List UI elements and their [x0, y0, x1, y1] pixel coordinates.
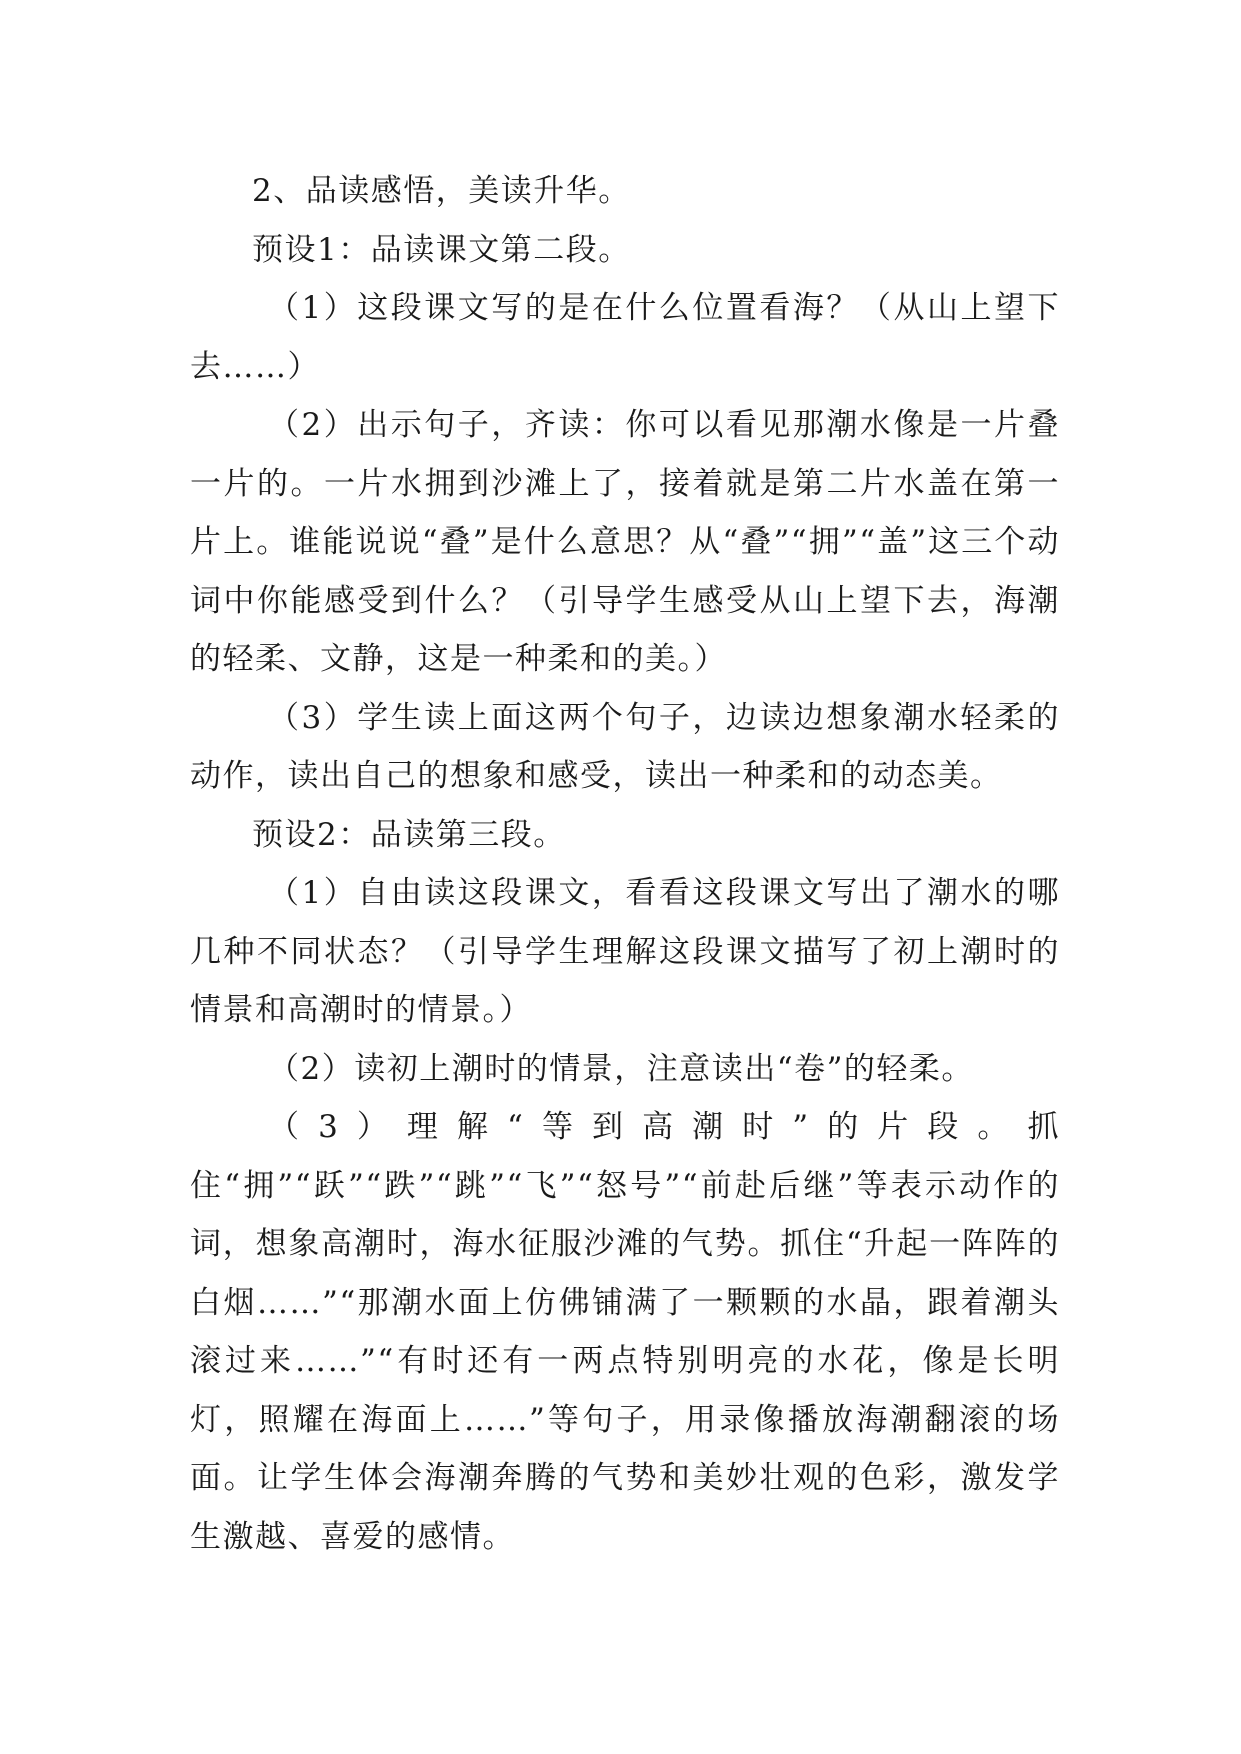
paragraph-preset-2: 预设2：品读第三段。	[252, 816, 566, 853]
document-body	[190, 162, 1060, 1566]
paragraph-item: （2）出示句子，齐读：你可以看见那潮水像是一片叠一片的。一片水拥到沙滩上了，接着就是第二片水盖在第一片上。谁能说说“叠”是什么意思？从“叠”“拥”“盖”这三个动词中你能感受到什么？（引导学生感受从山上望下去，海潮的轻柔、文静，这是一种柔和的美。）	[190, 407, 1060, 677]
paragraph-item: （2）读初上潮时的情景，注意读出“卷”的轻柔。	[268, 1050, 974, 1087]
paragraph-item: （1）这段课文写的是在什么位置看海？（从山上望下去……）	[190, 290, 1060, 385]
paragraph-item: （3）理解“等到高潮时”的片段。抓住“拥”“跃”“跌”“跳”“飞”“怒号”“前赴后继”等表示动作的词，想象高潮时，海水征服沙滩的气势。抓住“升起一阵阵的白烟……”“那潮水面上仿佛铺满了一颗颗的水晶，跟着潮头滚过来……”“有时还有一两点特别明亮的水花，像是长明灯，照耀在海面上……”等句子，用录像播放海潮翻滚的场面。让学生体会海潮奔腾的气势和美妙壮观的色彩，激发学生激越、喜爱的感情。	[190, 1109, 1060, 1555]
paragraph-heading: 2、品读感悟，美读升华。	[252, 173, 631, 209]
paragraph-item: （1）自由读这段课文，看看这段课文写出了潮水的哪几种不同状态？（引导学生理解这段课文描写了初上潮时的情景和高潮时的情景。）	[190, 875, 1060, 1028]
paragraph-preset-1: 预设1：品读课文第二段。	[252, 231, 631, 268]
paragraph-item: （3）学生读上面这两个句子，边读边想象潮水轻柔的动作，读出自己的想象和感受，读出一种柔和的动态美。	[190, 699, 1060, 794]
